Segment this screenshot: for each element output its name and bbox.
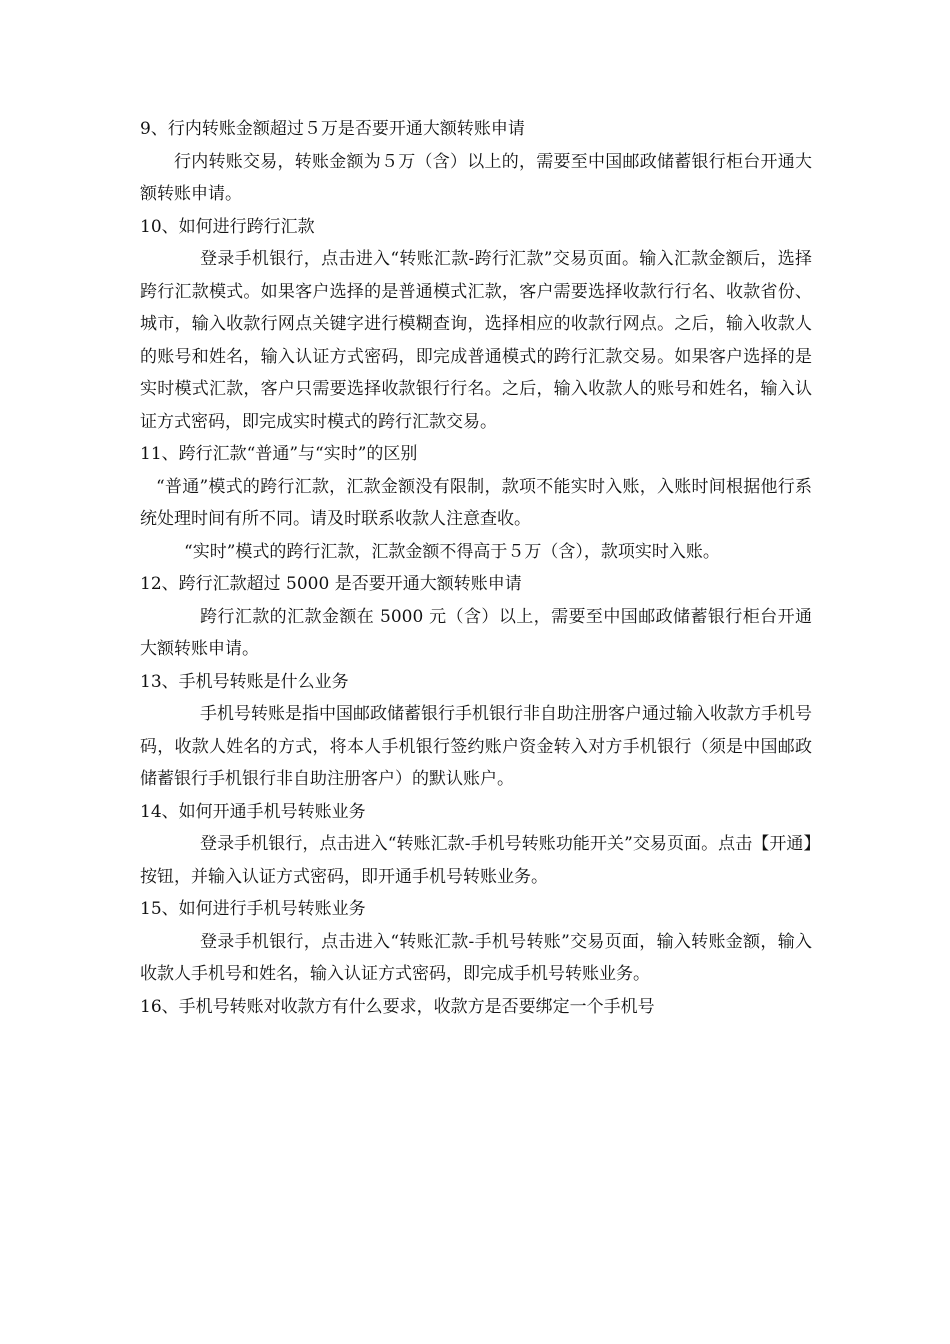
- answer-14: 登录手机银行，点击进入“转账汇款-手机号转账功能开关”交易页面。点击【开通】按钮，并输入认证方式密码，即开通手机号转账业务。: [140, 834, 812, 887]
- answer-9: 行内转账交易，转账金额为５万（含）以上的，需要至中国邮政储蓄银行柜台开通大额转账申请。: [140, 151, 812, 204]
- question-12: 12、跨行汇款超过 5000 是否要开通大额转账申请: [140, 574, 522, 594]
- question-9: 9、行内转账金额超过５万是否要开通大额转账申请: [140, 119, 525, 139]
- answer-13: 手机号转账是指中国邮政储蓄银行手机银行非自助注册客户通过输入收款方手机号码，收款人姓名的方式，将本人手机银行签约账户资金转入对方手机银行（须是中国邮政储蓄银行手机银行非自助注册客户）的默认账户。: [140, 704, 812, 789]
- question-11: 11、跨行汇款“普通”与“实时”的区别: [140, 444, 418, 464]
- answer-11-realtime: “实时”模式的跨行汇款，汇款金额不得高于５万（含），款项实时入账。: [184, 541, 720, 562]
- question-16: 16、手机号转账对收款方有什么要求，收款方是否要绑定一个手机号: [140, 996, 655, 1017]
- question-10: 10、如何进行跨行汇款: [140, 216, 315, 237]
- question-13: 13、手机号转账是什么业务: [140, 671, 349, 692]
- answer-10: 登录手机银行，点击进入“转账汇款-跨行汇款”交易页面。输入汇款金额后，选择跨行汇款模式。如果客户选择的是普通模式汇款，客户需要选择收款行行名、收款省份、城市，输入收款行网点关键字进行模糊查询，选择相应的收款行网点。之后，输入收款人的账号和姓名，输入认证方式密码，即完成普通模式的跨行汇款交易。如果客户选择的是实时模式汇款，客户只需要选择收款银行行名。之后，输入收款人的账号和姓名，输入认证方式密码，即完成实时模式的跨行汇款交易。: [140, 249, 812, 432]
- faq-content: [140, 113, 812, 1023]
- answer-11-normal: “普通”模式的跨行汇款，汇款金额没有限制，款项不能实时入账，入账时间根据他行系统处理时间有所不同。请及时联系收款人注意查收。: [140, 476, 812, 529]
- question-15: 15、如何进行手机号转账业务: [140, 899, 366, 919]
- question-14: 14、如何开通手机号转账业务: [140, 801, 366, 822]
- answer-15: 登录手机银行，点击进入“转账汇款-手机号转账”交易页面，输入转账金额，输入收款人手机号和姓名，输入认证方式密码，即完成手机号转账业务。: [140, 931, 812, 984]
- answer-12: 跨行汇款的汇款金额在 5000 元（含）以上，需要至中国邮政储蓄银行柜台开通大额转账申请。: [140, 606, 812, 659]
